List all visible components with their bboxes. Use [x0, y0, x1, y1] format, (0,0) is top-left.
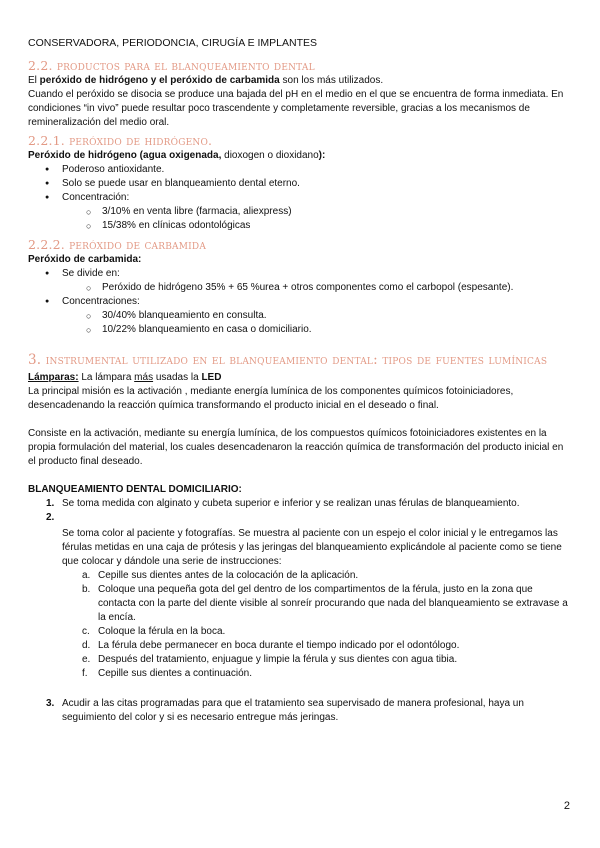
list-item — [28, 697, 572, 725]
sub-step-letter: d. — [82, 640, 91, 651]
sub-step-text: Después del tratamiento, enjuague y limpie la férula y sus dientes con agua tibia. — [98, 654, 458, 665]
lamp-line — [28, 371, 572, 385]
document-page — [28, 0, 572, 725]
page-number: 2 — [563, 800, 570, 812]
sub-list-item — [28, 667, 572, 681]
lamp-mas: más — [134, 372, 154, 383]
s221-lead-plain: dioxogen o dioxidano — [221, 150, 319, 161]
sub-list-item: ○ 15/38% en clínicas odontológicas — [28, 219, 572, 233]
s3-paragraph-1: La principal misión es la activación , mediante energía lumínica de los componentes químicos fotoiniciadores, desencadenando la reacción química transformando el producto inicial en el deseado o final. — [28, 386, 514, 411]
sub-list-item: ○ 3/10% en venta libre (farmacia, aliexpress) — [28, 205, 572, 219]
sub-step-text: Cepille sus dientes antes de la colocación de la aplicación. — [98, 570, 359, 581]
list-item: ● Concentración: — [28, 191, 572, 205]
sub-list-item: ○ 30/40% blanqueamiento en consulta. — [28, 309, 572, 323]
s222-lead — [28, 253, 572, 267]
sub-step-letter: c. — [82, 626, 90, 637]
list-item: ● Solo se puede usar en blanqueamiento dental eterno. — [28, 177, 572, 191]
sub-list-item — [28, 653, 572, 667]
list-item — [28, 511, 572, 525]
s22-intro-post: son los más utilizados. — [279, 75, 384, 86]
sub-list-item: ○ Peróxido de hidrógeno 35% + 65 %urea + otros componentes como el carbopol (espesante). — [28, 281, 572, 295]
s221-list — [28, 163, 572, 233]
sub-step-letter: f. — [82, 668, 88, 679]
sub-step-letter: e. — [82, 654, 91, 665]
sub-step-text: Cepille sus dientes a continuación. — [98, 668, 252, 679]
section-2-2-title: 2.2. productos para el blanqueamiento dental — [28, 58, 315, 73]
sub-step-text: La férula debe permanecer en boca durante el tiempo indicado por el odontólogo. — [98, 640, 460, 651]
section-3-title: 3. instrumental utilizado en el blanqueamiento dental: tipos de fuentes lumínicas — [28, 352, 548, 368]
step-number: 1. — [46, 498, 55, 509]
running-header: CONSERVADORA, PERIODONCIA, CIRUGÍA E IMPLANTES — [28, 37, 318, 49]
list-item: ● Concentraciones: — [28, 295, 572, 309]
s3-paragraph-2: Consiste en la activación, mediante su energía lumínica, de los compuestos químicos fotoiniciadores existentes en la propia formulación del material, los cuales desencadenaron la reacción química de transformación del producto inicial en el producto final deseado. — [28, 428, 564, 467]
list-item — [28, 497, 572, 511]
step-text: Se toma medida con alginato y cubeta superior e inferior y se realizan unas férulas de blanqueamiento. — [62, 498, 520, 509]
lamp-led: LED — [201, 372, 222, 383]
s22-intro-bold: peróxido de hidrógeno y el peróxido de carbamida — [39, 75, 280, 86]
lamp-mid: usadas la — [153, 372, 202, 383]
lamp-label: Lámparas: — [28, 372, 79, 383]
sub-step-letter: b. — [82, 584, 91, 595]
sub-list-item — [28, 583, 572, 625]
list-item: ● Poderoso antioxidante. — [28, 163, 572, 177]
step-text: Se toma color al paciente y fotografías. Se muestra al paciente con un espejo el color inicial y le entregamos las férulas metidas en una caja de prótesis y las jeringas del blanqueamiento explicándole al paciente como se tiene que colocar y dándole una serie de instrucciones: — [62, 528, 562, 567]
home-bleaching-title: BLANQUEAMIENTO DENTAL DOMICILIARIO: — [28, 484, 242, 495]
lamp-pre: La lámpara — [78, 372, 135, 383]
s22-paragraph: Cuando el peróxido se disocia se produce una bajada del pH en el medio en el que se encuentra de forma inmediata. En condiciones “in vivo” puede resultar poco trascendente y completamente reversible, gracias a los mecanismos de remineralización del medio oral. — [28, 89, 564, 128]
s221-lead-bold: Peróxido de hidrógeno (agua oxigenada, — [28, 150, 222, 161]
section-2-2-1-title: 2.2.1. peróxido de hidrógeno. — [28, 133, 213, 148]
sub-step-text: Coloque la férula en la boca. — [98, 626, 226, 637]
list-item — [28, 527, 572, 569]
sub-step-text: Coloque una pequeña gota del gel dentro de los compartimentos de la férula, justo en la zona que contacta con la parte del diente visible al sonreír procurando que nada del blanqueamiento se extravase a la encía. — [98, 584, 568, 623]
s221-lead-close: ): — [318, 150, 326, 161]
list-item: ● Se divide en: — [28, 267, 572, 281]
sub-list-item — [28, 569, 572, 583]
sub-list-item: ○ 10/22% blanqueamiento en casa o domiciliario. — [28, 323, 572, 337]
s22-intro — [28, 74, 572, 88]
s22-intro-pre: El — [28, 75, 40, 86]
sub-step-letter: a. — [82, 570, 91, 581]
home-steps — [28, 497, 572, 725]
step-number: 3. — [46, 698, 55, 709]
step-number: 2. — [46, 512, 55, 523]
sub-list-item — [28, 639, 572, 653]
s222-lead-bold: Peróxido de carbamida: — [28, 254, 142, 265]
s222-list — [28, 267, 572, 337]
section-2-2-2-title: 2.2.2. peróxido de carbamida — [28, 237, 207, 252]
step-text: Acudir a las citas programadas para que el tratamiento sea supervisado de manera profesional, haya un seguimiento del color y si es necesario entregue más jeringas. — [62, 698, 524, 723]
sub-list-item — [28, 625, 572, 639]
s221-lead — [28, 149, 572, 163]
